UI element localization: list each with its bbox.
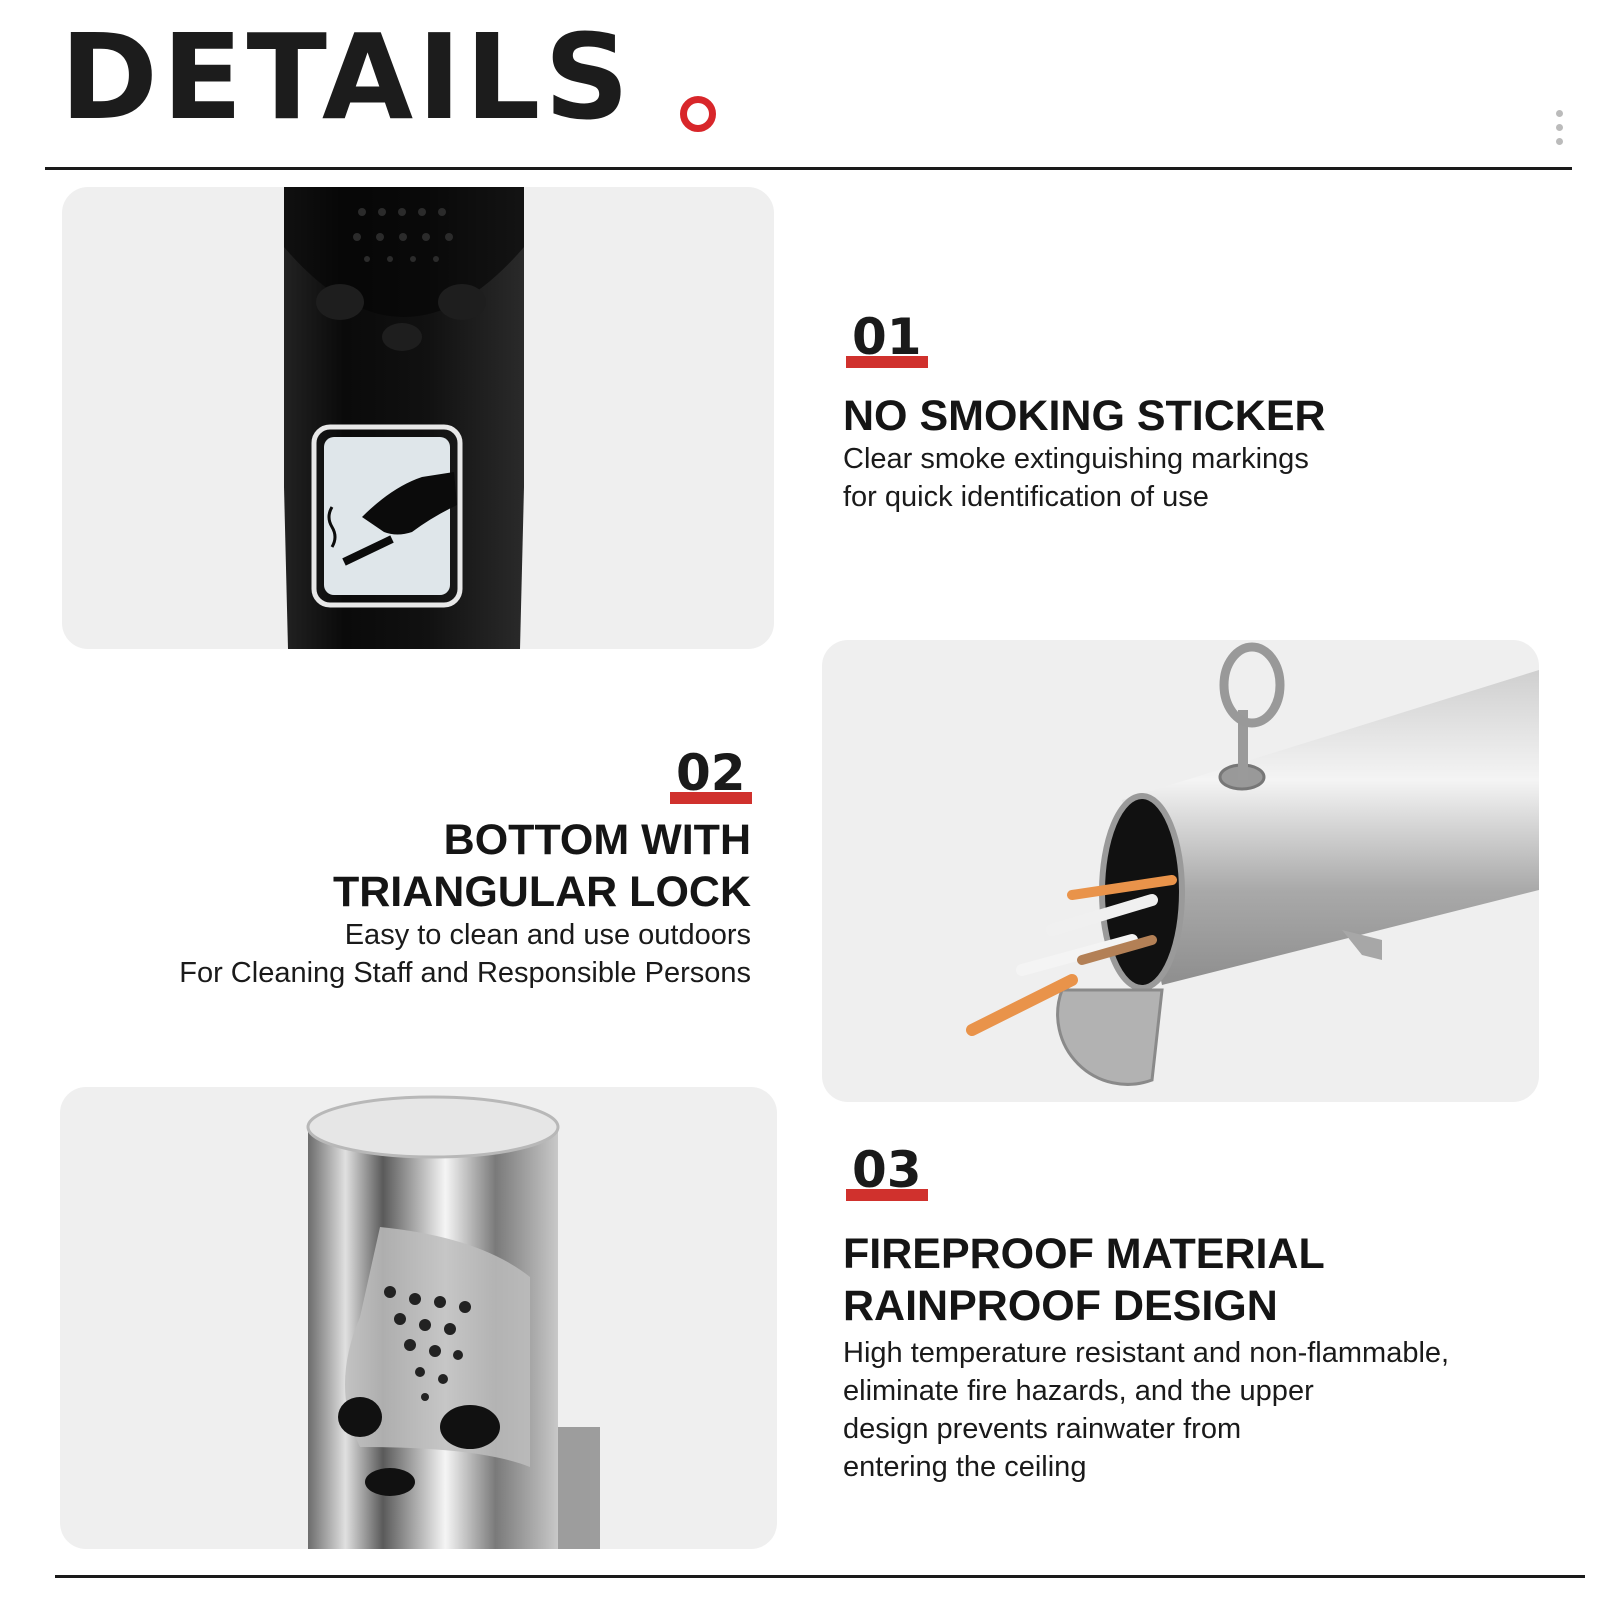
feature-image-lock [822,640,1539,1102]
feature-title-03: FIREPROOF MATERIAL RAINPROOF DESIGN [843,1230,1325,1330]
steel-ashtray-illustration [60,1087,777,1549]
feature-number-03: 03 [846,1145,928,1195]
steel-tube-illustration [822,640,1539,1102]
header-divider [45,167,1572,170]
page-title: DETAILS [60,8,634,146]
feature-desc-03: High temperature resistant and non-flammable, eliminate fire hazards, and the upper design prevents rainwater from entering the ceiling [843,1337,1450,1483]
feature-desc-02: Easy to clean and use outdoors For Cleaning Staff and Responsible Persons [179,919,751,989]
feature-image-fireproof [60,1087,777,1549]
feature-image-sticker [62,187,774,649]
feature-number-02: 02 [670,748,752,798]
feature-title-02: BOTTOM WITH TRIANGULAR LOCK [332,816,751,916]
feature-title-01: NO SMOKING STICKER [843,392,1326,440]
more-options-icon[interactable] [1556,110,1564,152]
title-dot-icon [680,96,716,132]
feature-number-01: 01 [846,312,928,362]
feature-desc-01: Clear smoke extinguishing markings for quick identification of use [843,443,1309,513]
footer-divider [55,1575,1585,1578]
black-ashtray-illustration [62,187,774,649]
